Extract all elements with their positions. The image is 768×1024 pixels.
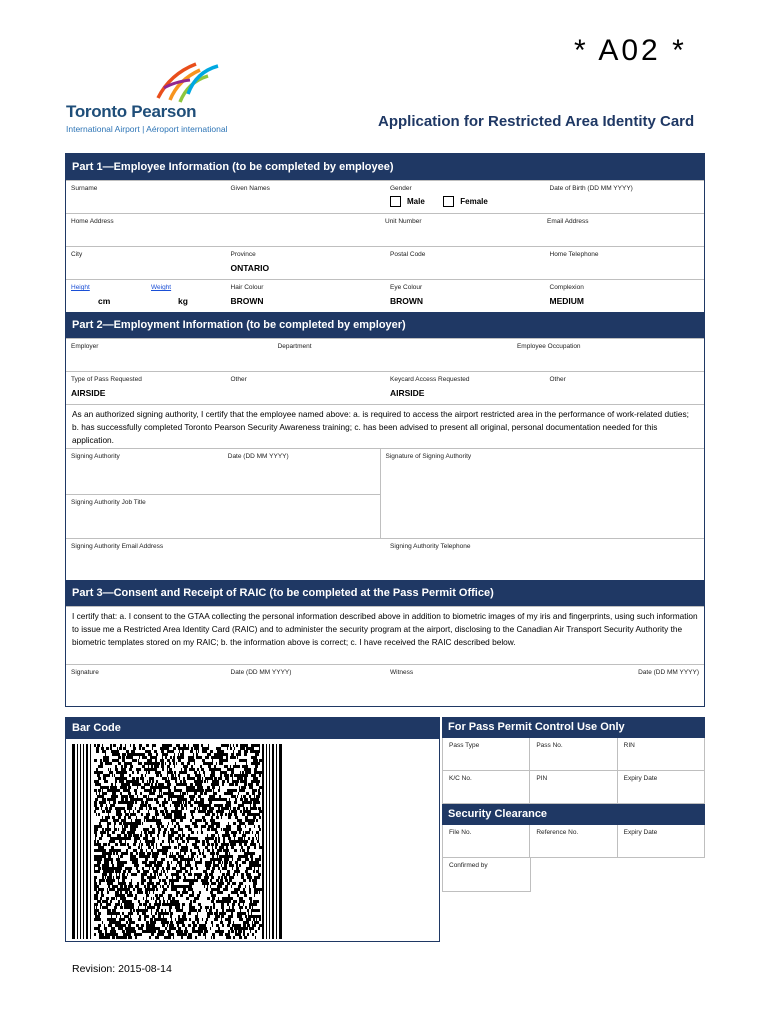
rin-box[interactable] — [618, 738, 705, 771]
height-label[interactable]: Height — [71, 284, 90, 291]
kc-no-box-label: K/C No. — [449, 775, 472, 782]
weight-label[interactable]: Weight — [151, 284, 172, 291]
postal-code-field[interactable] — [385, 247, 545, 279]
eye-colour-value: BROWN — [390, 296, 424, 306]
home-telephone-label: Home Telephone — [549, 251, 599, 258]
toronto-pearson-logo — [66, 58, 236, 138]
security-expiry-box[interactable] — [618, 825, 705, 858]
pass-type-label: Type of Pass Requested — [71, 376, 142, 383]
witness-date-field[interactable] — [545, 665, 705, 706]
logo-bird-icon — [156, 58, 306, 104]
kc-no-box[interactable] — [443, 771, 530, 804]
employer-label: Employer — [71, 343, 99, 350]
expiry-date-box-label: Expiry Date — [623, 775, 658, 782]
part2-row2 — [66, 371, 704, 404]
dob-label: Date of Birth (DD MM YYYY) — [549, 185, 633, 192]
pass-permit-control-panel — [442, 717, 705, 892]
logo-name: Toronto Pearson — [66, 102, 197, 121]
pass-type-box[interactable] — [443, 738, 530, 771]
email-label: Email Address — [547, 218, 589, 225]
given-names-field[interactable] — [226, 181, 386, 213]
control-row1 — [442, 738, 705, 771]
postal-code-label: Postal Code — [390, 251, 426, 258]
signature-authority-label: Signature of Signing Authority — [385, 453, 472, 460]
province-field[interactable] — [226, 247, 386, 279]
male-checkbox[interactable] — [390, 196, 401, 207]
pass-type-field[interactable] — [66, 372, 226, 404]
home-address-label: Home Address — [71, 218, 114, 225]
pin-box-label: PIN — [536, 775, 548, 782]
surname-label: Surname — [71, 185, 98, 192]
unit-number-label: Unit Number — [385, 218, 422, 225]
hair-colour-field[interactable] — [226, 280, 386, 312]
signing-date-label: Date (DD MM YYYY) — [227, 453, 289, 460]
pass-other-label: Other — [230, 376, 247, 383]
eye-colour-field[interactable] — [385, 280, 545, 312]
application-form — [65, 153, 705, 707]
consent-statement: I certify that: a. I consent to the GTAA collecting the personal information described above in addition to biometric images of my iris and fingerprints, using such information to issue me a Restricted Area Identity Card (RAIC) and to administer the security program at the airport, disclosing to the Canadian Air Transport Security Authority the biometric templates stored on my RAIC; b. the information above is correct; c. I have received the RAIC described below. — [66, 606, 704, 664]
control-heading: For Pass Permit Control Use Only — [442, 717, 705, 738]
weight-unit: kg — [178, 296, 188, 306]
unit-number-field[interactable] — [380, 214, 542, 246]
weight-group[interactable] — [151, 283, 188, 309]
job-title-field[interactable] — [66, 495, 380, 538]
surname-field[interactable] — [66, 181, 226, 213]
signature-authority-field[interactable] — [381, 449, 705, 538]
female-checkbox[interactable] — [443, 196, 454, 207]
department-field[interactable] — [273, 339, 512, 371]
security-row1 — [442, 825, 705, 858]
part1-row3 — [66, 246, 704, 279]
security-expiry-box-label: Expiry Date — [623, 829, 658, 836]
document-code: * A02 * — [574, 34, 687, 67]
city-field[interactable] — [66, 247, 226, 279]
revision-date: Revision: 2015-08-14 — [72, 963, 172, 975]
confirmed-by-box[interactable] — [443, 858, 531, 892]
female-label: Female — [460, 197, 488, 207]
complexion-field[interactable] — [545, 280, 705, 312]
file-no-box-label: File No. — [449, 829, 472, 836]
height-group[interactable] — [71, 283, 151, 309]
province-label: Province — [230, 251, 256, 258]
height-unit: cm — [98, 296, 111, 306]
complexion-label: Complexion — [549, 284, 584, 291]
part1-row4 — [66, 279, 704, 312]
file-no-box[interactable] — [443, 825, 530, 858]
job-title-label: Signing Authority Job Title — [71, 499, 146, 506]
expiry-date-box[interactable] — [618, 771, 705, 804]
barcode-image — [72, 744, 282, 939]
page-title: Application for Restricted Area Identity Card — [378, 113, 695, 130]
hair-colour-label: Hair Colour — [230, 284, 264, 291]
pass-no-box-label: Pass No. — [536, 742, 563, 749]
gender-field — [385, 181, 545, 213]
authority-telephone-field[interactable] — [385, 539, 704, 580]
occupation-label: Employee Occupation — [516, 343, 581, 350]
hair-colour-value: BROWN — [230, 296, 264, 306]
department-label: Department — [277, 343, 312, 350]
signature-date-label: Date (DD MM YYYY) — [230, 669, 292, 676]
signing-date-field[interactable] — [223, 449, 380, 494]
barcode-heading: Bar Code — [66, 718, 439, 739]
male-label: Male — [407, 197, 425, 207]
pass-type-value: AIRSIDE — [71, 388, 106, 398]
occupation-field[interactable] — [512, 339, 704, 371]
part1-row2 — [66, 213, 704, 246]
part1-row1 — [66, 180, 704, 213]
part2-row1 — [66, 338, 704, 371]
signing-authority-label: Signing Authority — [71, 453, 120, 460]
employer-field[interactable] — [66, 339, 273, 371]
security-row2 — [442, 858, 705, 892]
part3-signature-row — [66, 664, 704, 706]
authority-telephone-label: Signing Authority Telephone — [390, 543, 471, 550]
home-telephone-field[interactable] — [545, 247, 705, 279]
rin-box-label: RIN — [623, 742, 635, 749]
complexion-value: MEDIUM — [549, 296, 584, 306]
barcode-panel — [65, 717, 440, 942]
dob-field[interactable] — [545, 181, 705, 213]
pass-other-field[interactable] — [226, 372, 386, 404]
keycard-field[interactable] — [385, 372, 545, 404]
signature-date-field[interactable] — [226, 665, 386, 706]
signing-authority-field[interactable] — [66, 449, 223, 494]
part2-row-contact — [66, 538, 704, 580]
gender-label: Gender — [390, 185, 412, 192]
email-field[interactable] — [542, 214, 704, 246]
reference-no-box[interactable] — [530, 825, 617, 858]
city-label: City — [71, 251, 83, 258]
witness-label: Witness — [390, 669, 414, 676]
authority-email-field[interactable] — [66, 539, 385, 580]
logo-subtitle: International Airport | Aéroport international — [66, 124, 228, 134]
confirmed-by-label: Confirmed by — [449, 862, 488, 869]
keycard-value: AIRSIDE — [390, 388, 425, 398]
part2-heading: Part 2—Employment Information (to be completed by employer) — [66, 312, 704, 338]
witness-field[interactable] — [385, 665, 545, 706]
authority-email-label: Signing Authority Email Address — [71, 543, 164, 550]
part1-heading: Part 1—Employee Information (to be completed by employee) — [66, 154, 704, 180]
eye-colour-label: Eye Colour — [390, 284, 423, 291]
control-row2 — [442, 771, 705, 804]
province-value: ONTARIO — [230, 263, 270, 273]
height-weight-field — [66, 280, 226, 312]
given-names-label: Given Names — [230, 185, 270, 192]
home-address-field[interactable] — [66, 214, 380, 246]
reference-no-box-label: Reference No. — [536, 829, 579, 836]
signature-label: Signature — [71, 669, 99, 676]
security-heading: Security Clearance — [442, 804, 705, 825]
signing-left-column — [66, 449, 381, 538]
keycard-label: Keycard Access Requested — [390, 376, 470, 383]
signature-field[interactable] — [66, 665, 226, 706]
employer-certification: As an authorized signing authority, I certify that the employee named above: a. is required to access the airport restricted area in the performance of work-related duties; b. has successfully completed Toronto Pearson Security Awareness training; c. has been advised to present all original, personal documentation needed for this application. — [66, 404, 704, 448]
pass-no-box[interactable] — [530, 738, 617, 771]
keycard-other-label: Other — [549, 376, 566, 383]
pass-type-box-label: Pass Type — [449, 742, 480, 749]
part2-signing-block — [66, 448, 704, 538]
witness-date-label: Date (DD MM YYYY) — [638, 669, 699, 676]
keycard-other-field[interactable] — [545, 372, 705, 404]
pin-box[interactable] — [530, 771, 617, 804]
part3-heading: Part 3—Consent and Receipt of RAIC (to be completed at the Pass Permit Office) — [66, 580, 704, 606]
